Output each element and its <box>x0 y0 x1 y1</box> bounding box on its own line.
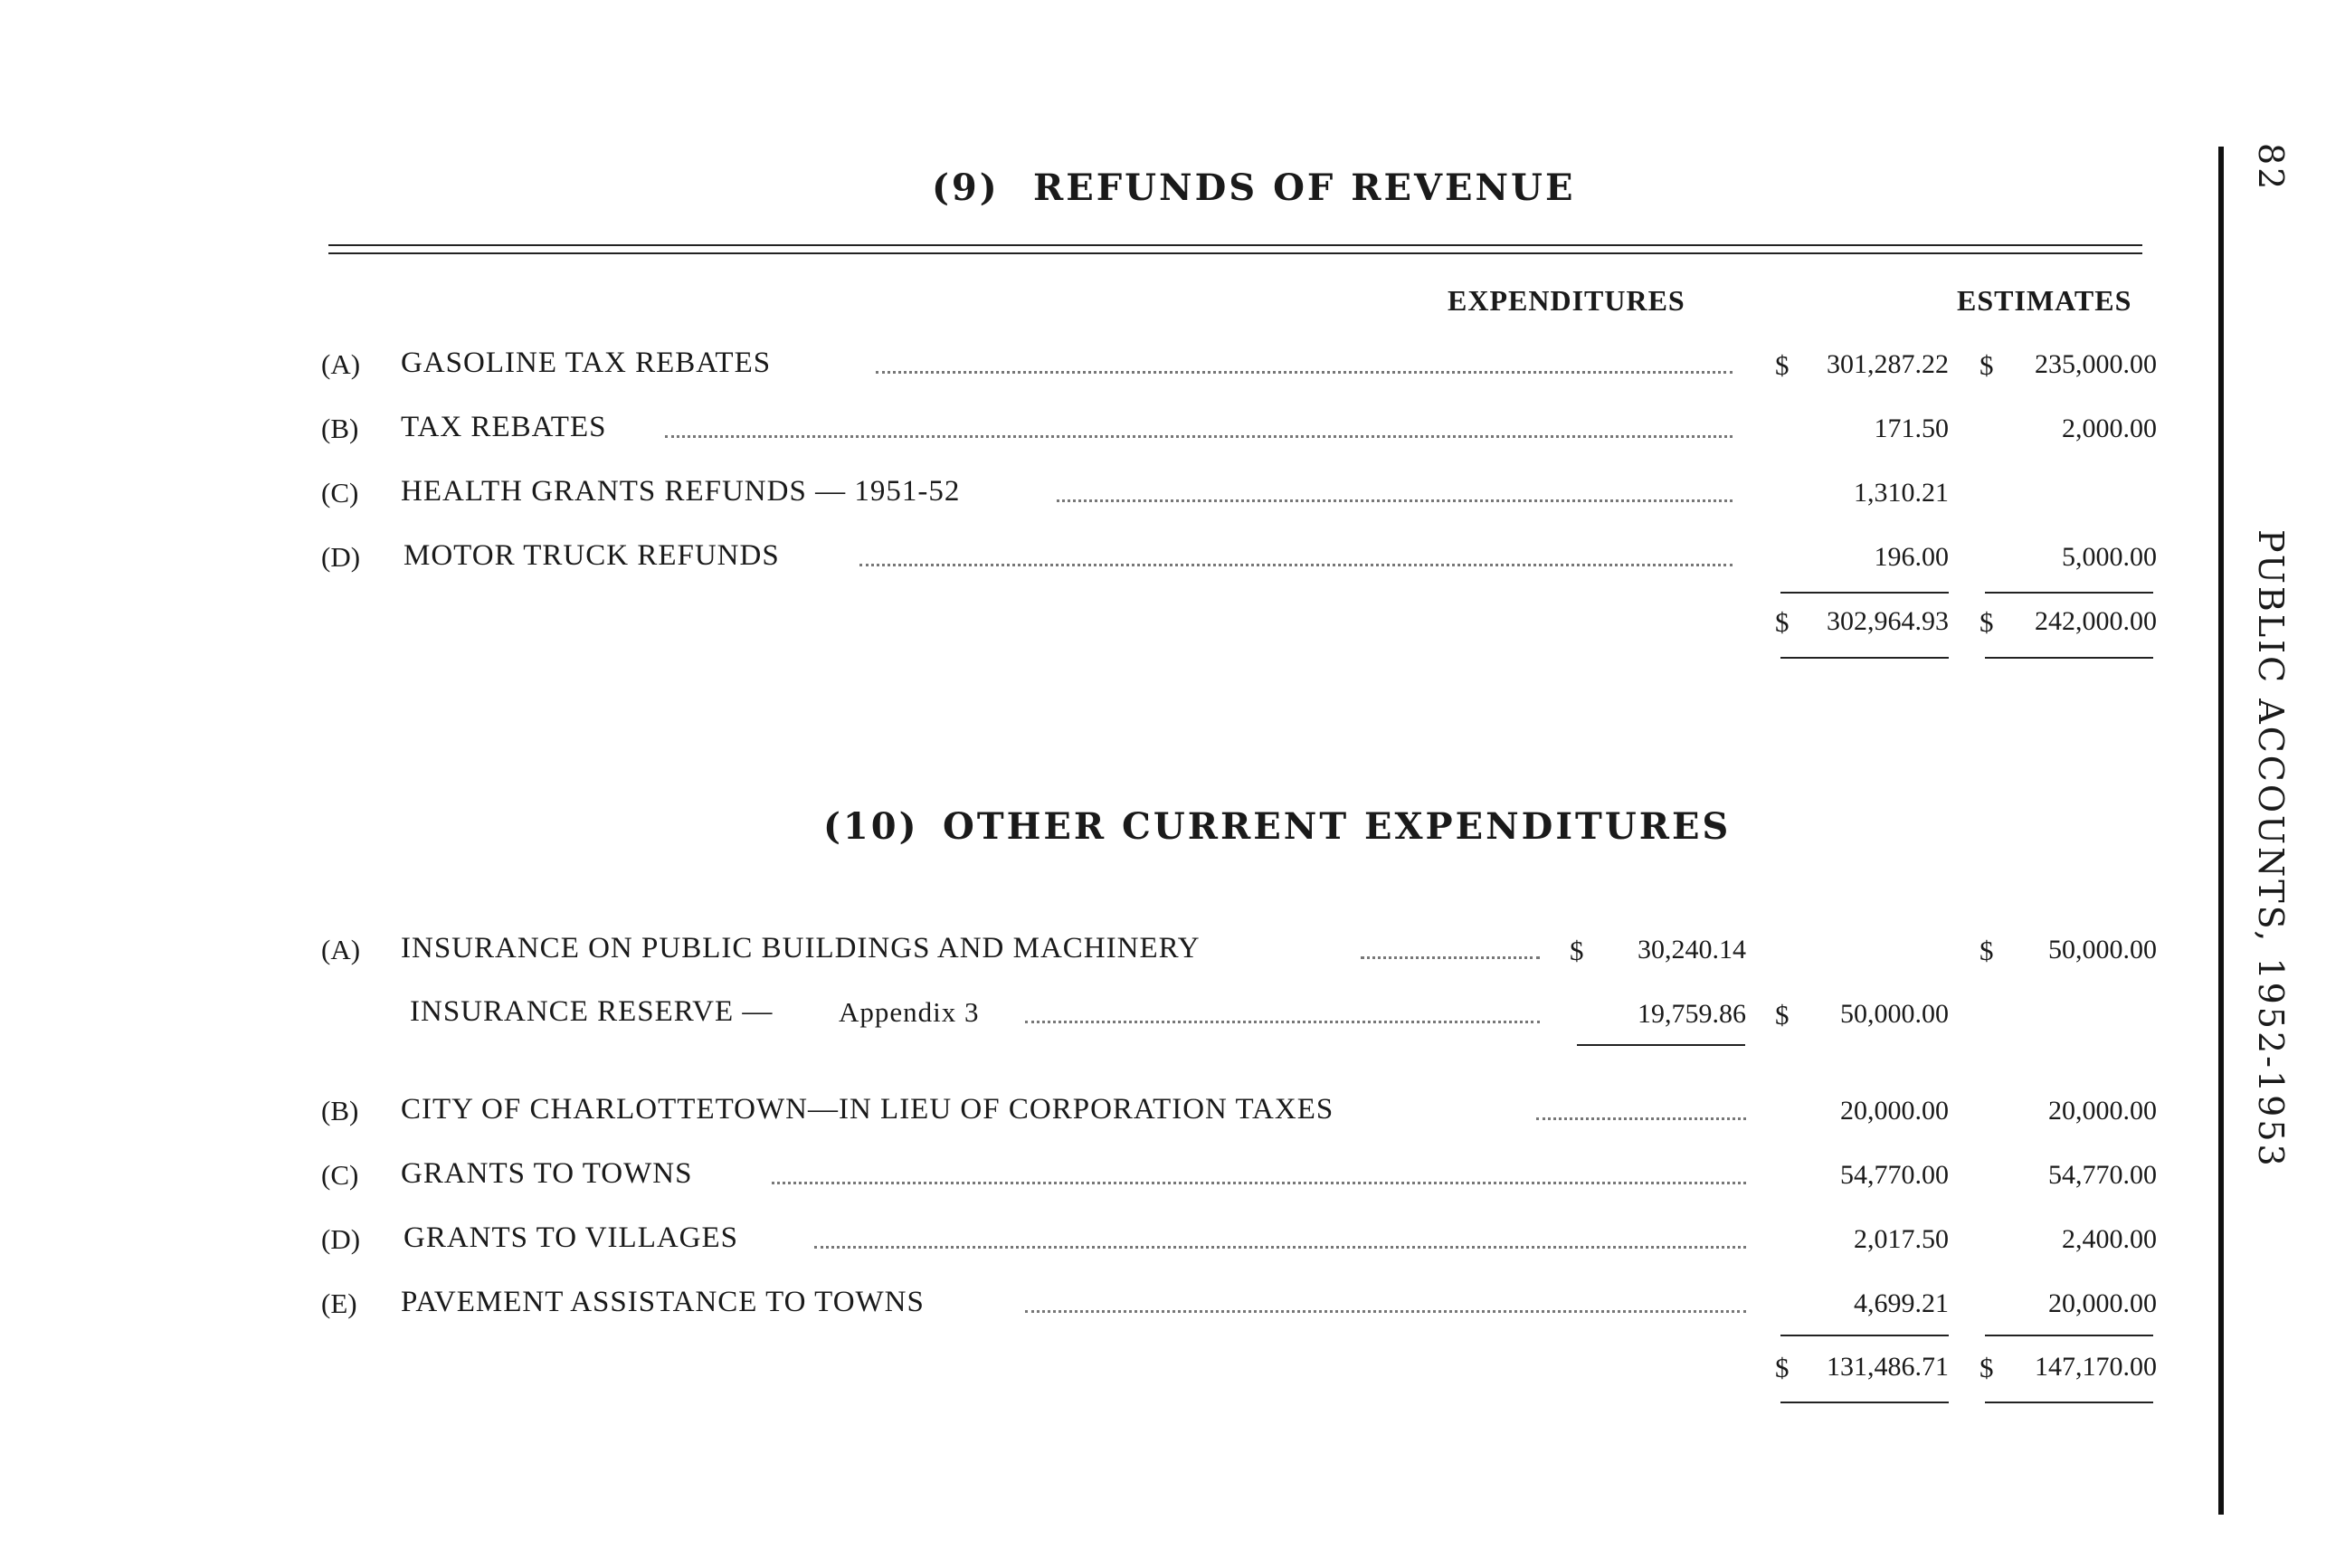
section-10-number: (10) <box>823 805 919 848</box>
item-label: TAX REBATES <box>401 411 607 443</box>
total-estimate: 147,170.00 <box>2035 1352 2157 1382</box>
currency-sign: $ <box>1775 606 1790 638</box>
total-rule <box>1780 657 1949 659</box>
estimates-column-header: ESTIMATES <box>1957 284 2132 317</box>
leader-dots <box>859 564 1733 566</box>
currency-sign: $ <box>1775 349 1790 381</box>
total-expenditure: 302,964.93 <box>1827 606 1949 636</box>
insurance-amount: 30,240.14 <box>1638 935 1746 965</box>
item-label: INSURANCE ON PUBLIC BUILDINGS AND MACHINERY <box>401 932 1201 965</box>
estimate-amount: 50,000.00 <box>2048 935 2157 965</box>
reserve-amount: 19,759.86 <box>1638 999 1746 1029</box>
subtotal-rule <box>1577 1044 1745 1046</box>
leader-dots <box>1025 1310 1746 1313</box>
estimate-amount: 2,000.00 <box>2062 413 2157 443</box>
item-label: MOTOR TRUCK REFUNDS <box>403 539 780 572</box>
item-label: HEALTH GRANTS REFUNDS — 1951-52 <box>401 475 961 508</box>
reserve-appendix: Appendix 3 <box>839 996 980 1028</box>
subtotal-rule <box>1985 1335 2153 1336</box>
currency-sign: $ <box>1775 999 1790 1031</box>
section-9-double-rule-top <box>328 244 2142 246</box>
item-letter: (D) <box>321 541 361 573</box>
leader-dots <box>814 1246 1746 1249</box>
estimate-amount: 20,000.00 <box>2048 1288 2157 1318</box>
item-letter: (A) <box>321 934 361 965</box>
expenditure-amount: 50,000.00 <box>1840 999 1949 1029</box>
item-label: GRANTS TO TOWNS <box>401 1157 693 1190</box>
item-letter: (B) <box>321 1095 359 1126</box>
leader-dots <box>876 371 1733 374</box>
item-label: CITY OF CHARLOTTETOWN—IN LIEU OF CORPORATION TAXES <box>401 1093 1334 1126</box>
total-rule <box>1780 1402 1949 1403</box>
item-label: PAVEMENT ASSISTANCE TO TOWNS <box>401 1286 925 1318</box>
section-9-double-rule-bottom <box>328 252 2142 254</box>
leader-dots <box>1025 1021 1540 1023</box>
estimate-amount: 20,000.00 <box>2048 1096 2157 1126</box>
currency-sign: $ <box>1979 606 1994 638</box>
leader-dots <box>1057 499 1733 502</box>
leader-dots <box>772 1182 1746 1184</box>
estimate-amount: 54,770.00 <box>2048 1160 2157 1190</box>
item-label: GASOLINE TAX REBATES <box>401 347 772 379</box>
currency-sign: $ <box>1570 935 1584 966</box>
currency-sign: $ <box>1979 1352 1994 1383</box>
expenditure-amount: 20,000.00 <box>1840 1096 1949 1126</box>
section-9-number: (9) <box>932 166 1000 209</box>
total-estimate: 242,000.00 <box>2035 606 2157 636</box>
expenditure-amount: 196.00 <box>1874 542 1949 572</box>
section-10-title: OTHER CURRENT EXPENDITURES <box>943 805 1732 848</box>
expenditure-amount: 301,287.22 <box>1827 349 1949 379</box>
expenditure-amount: 1,310.21 <box>1854 478 1949 508</box>
estimate-amount: 2,400.00 <box>2062 1224 2157 1254</box>
expenditure-amount: 4,699.21 <box>1854 1288 1949 1318</box>
currency-sign: $ <box>1979 349 1994 381</box>
expenditures-column-header: EXPENDITURES <box>1448 284 1685 317</box>
total-rule <box>1985 657 2153 659</box>
leader-dots <box>1361 956 1540 959</box>
subtotal-rule <box>1985 592 2153 594</box>
item-letter: (D) <box>321 1223 361 1255</box>
total-rule <box>1985 1402 2153 1403</box>
margin-rule <box>2218 147 2224 1515</box>
item-letter: (E) <box>321 1288 357 1319</box>
item-letter: (A) <box>321 348 361 380</box>
currency-sign: $ <box>1775 1352 1790 1383</box>
subtotal-rule <box>1780 592 1949 594</box>
page-number: 82 <box>2251 143 2291 193</box>
reserve-label: INSURANCE RESERVE — <box>410 995 774 1028</box>
estimate-amount: 5,000.00 <box>2062 542 2157 572</box>
item-letter: (C) <box>321 477 359 508</box>
estimate-amount: 235,000.00 <box>2035 349 2157 379</box>
section-9-title: REFUNDS OF REVENUE <box>1033 166 1576 209</box>
item-label: GRANTS TO VILLAGES <box>403 1221 739 1254</box>
subtotal-rule <box>1780 1335 1949 1336</box>
currency-sign: $ <box>1979 935 1994 966</box>
leader-dots <box>665 435 1733 438</box>
item-letter: (C) <box>321 1159 359 1191</box>
expenditure-amount: 171.50 <box>1874 413 1949 443</box>
expenditure-amount: 54,770.00 <box>1840 1160 1949 1190</box>
leader-dots <box>1536 1117 1746 1120</box>
item-letter: (B) <box>321 413 359 444</box>
total-expenditure: 131,486.71 <box>1827 1352 1949 1382</box>
running-head: PUBLIC ACCOUNTS, 1952-1953 <box>2251 529 2291 1169</box>
expenditure-amount: 2,017.50 <box>1854 1224 1949 1254</box>
